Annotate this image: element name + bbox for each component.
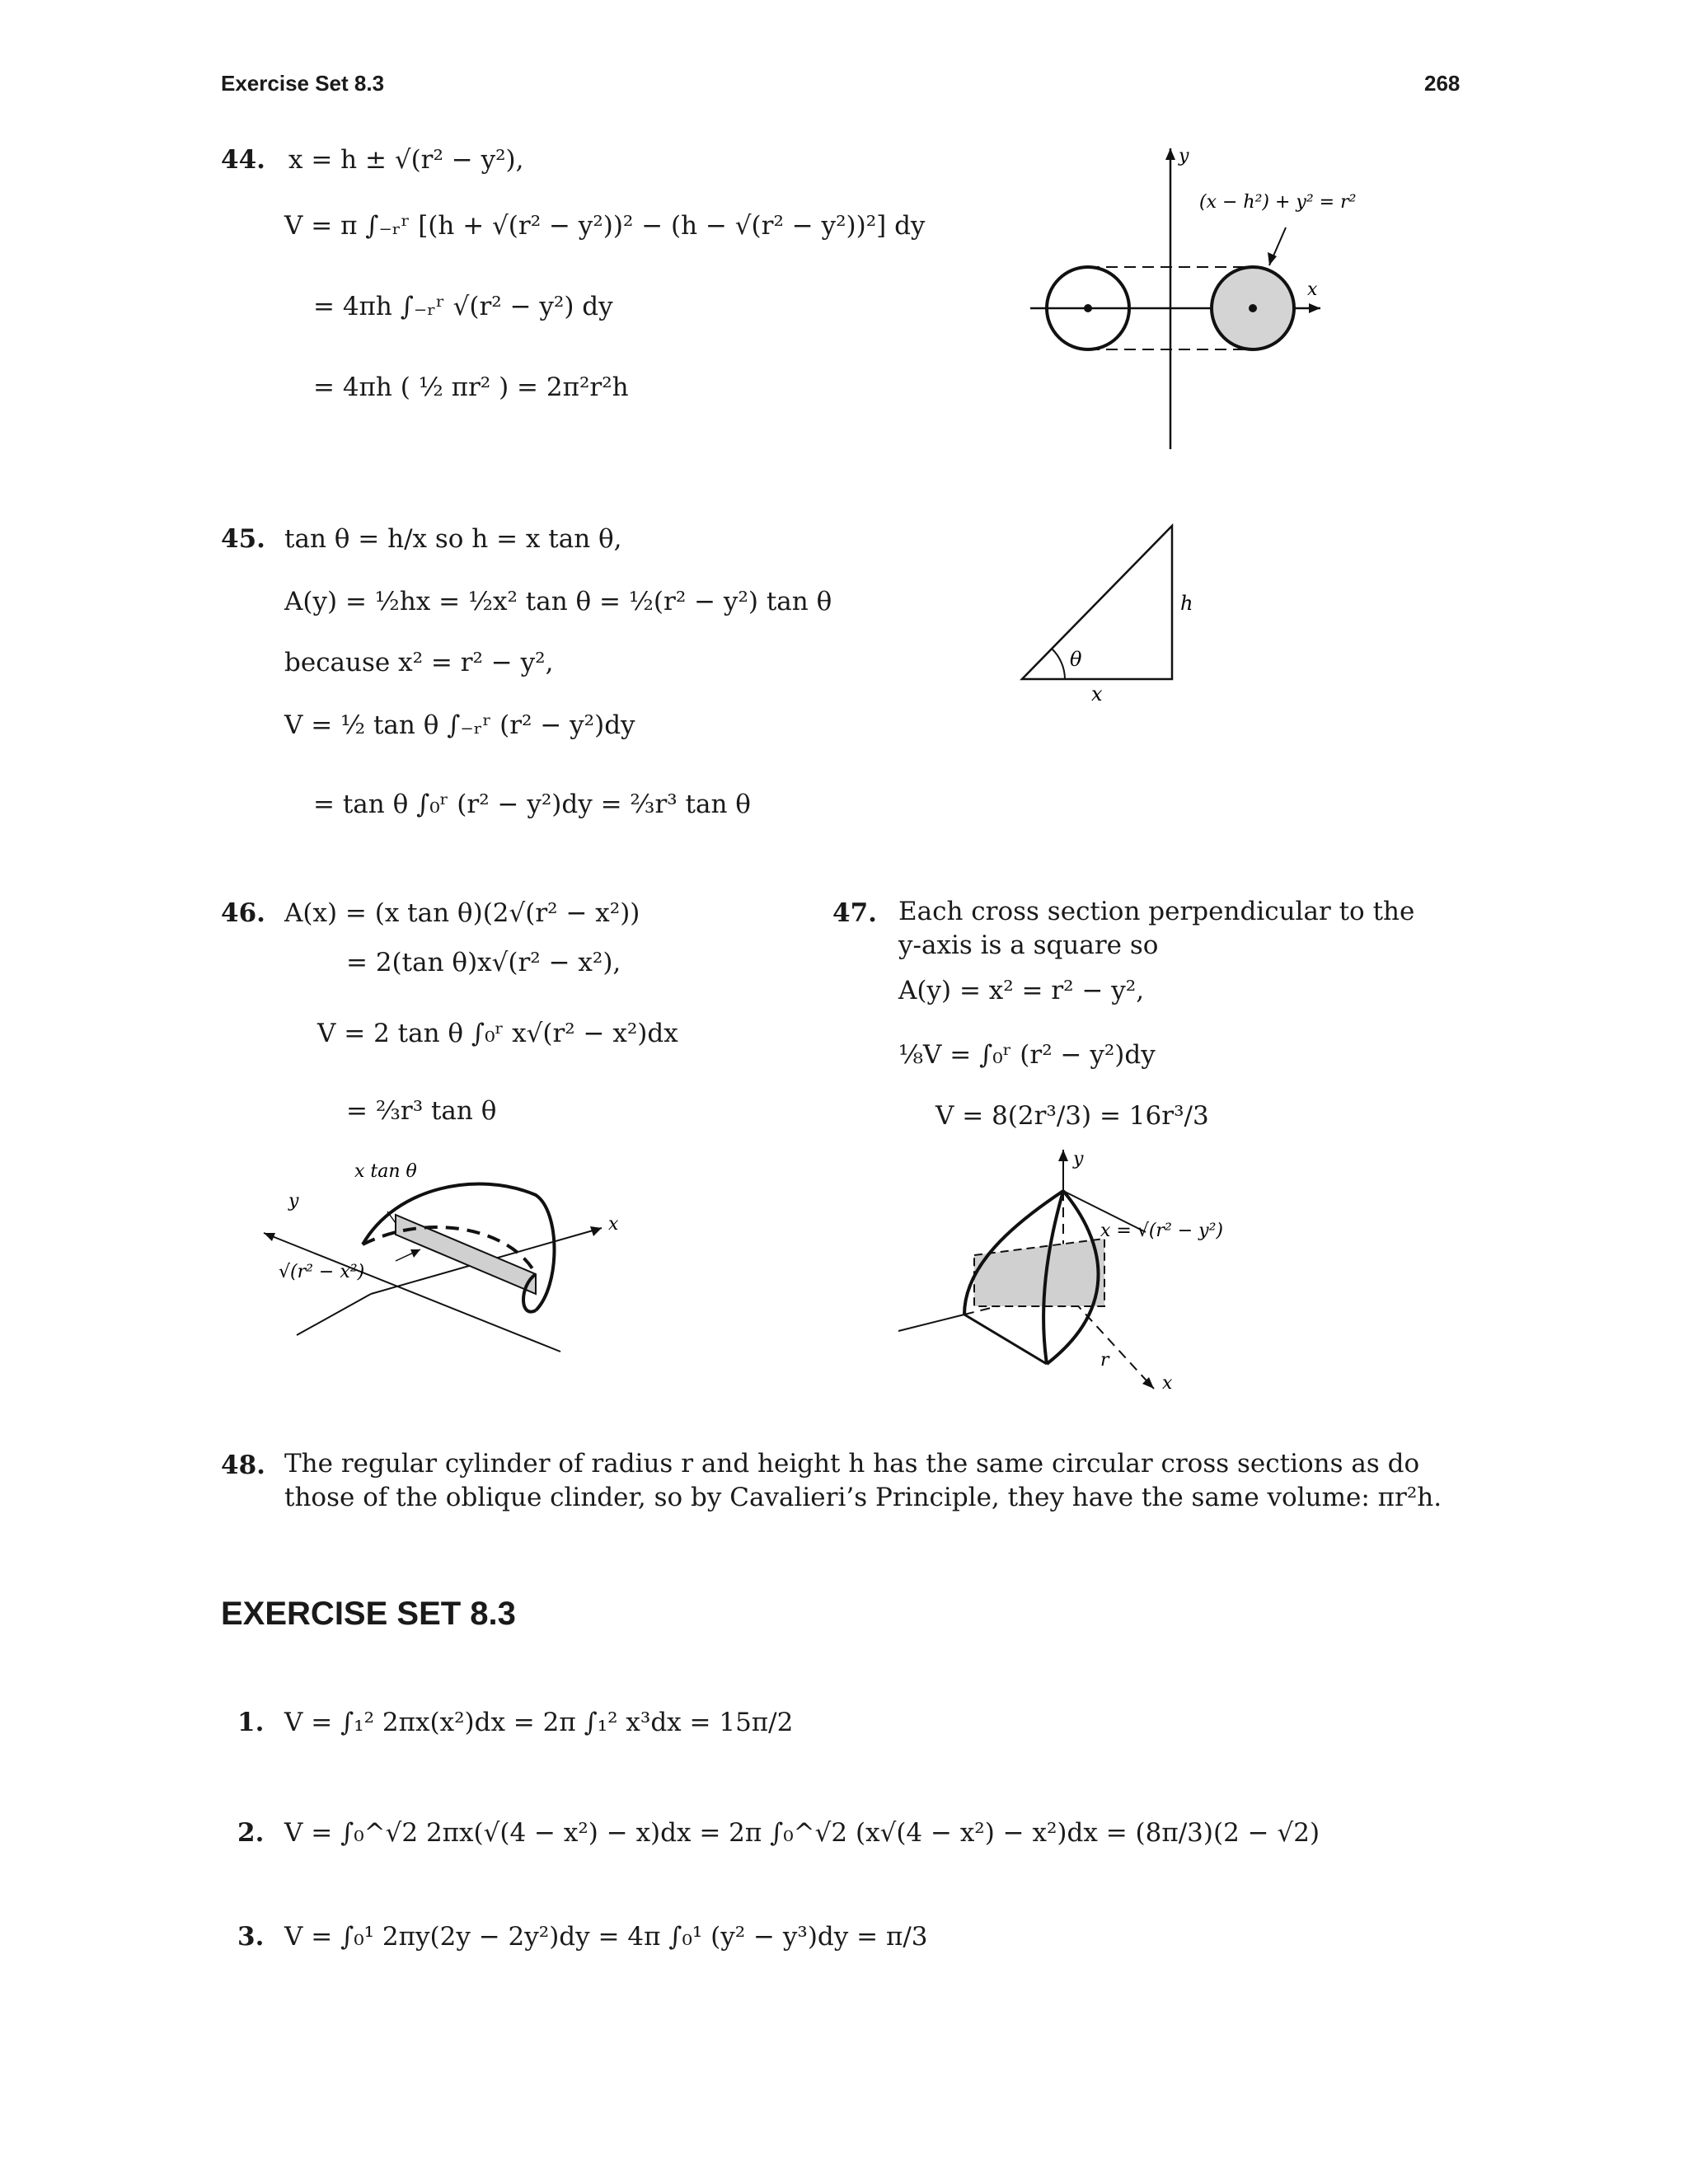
exercise-2-line: V = ∫₀^√2 2πx(√(4 − x²) − x)dx = 2π ∫₀^√2 (x√(4 − x²) − x²)dx = (8π/3)(2 − √2) [284,1818,1320,1848]
figure-44-equation: (x − h²) + y² = r² [1199,192,1357,213]
problem-44-line-4: = 4πh ( ½ πr² ) = 2π²r²h [313,373,629,402]
problem-44-line-2: V = π ∫₋ᵣʳ [(h + √(r² − y²))² − (h − √(r² − y²))²] dy [284,211,926,241]
problem-45-line-5: = tan θ ∫₀ʳ (r² − y²)dy = ⅔r³ tan θ [313,790,751,819]
figure-46-side-label: √(r² − x²) [279,1262,365,1282]
figure-46-x-label: x [608,1214,619,1235]
exercise-1-line: V = ∫₁² 2πx(x²)dx = 2π ∫₁² x³dx = 15π/2 [284,1708,794,1737]
problem-45-number: 45. [221,524,265,554]
figure-47-curve-label: x = √(r² − y²) [1100,1221,1224,1241]
exercise-2-number: 2. [237,1818,265,1848]
problem-48-text: The regular cylinder of radius r and height h has the same circular cross sections as do those of the oblique clinder, so by Cavalieri’s Principle, they have the same volume: πr²h. [284,1449,1442,1512]
problem-45-line-4: V = ½ tan θ ∫₋ᵣʳ (r² − y²)dy [284,710,635,740]
exercise-3-line: V = ∫₀¹ 2πy(2y − 2y²)dy = 4π ∫₀¹ (y² − y³)dy = π/3 [284,1922,928,1952]
problem-48-number: 48. [221,1451,265,1480]
figure-47-x-label: x [1162,1373,1173,1394]
figure-45-height-label: h [1180,592,1193,615]
figure-47-y-label: y [1073,1149,1084,1169]
figure-46-top-label: x tan θ [354,1161,417,1182]
problem-46-number: 46. [221,898,265,928]
problem-47-line-3: V = 8(2r³/3) = 16r³/3 [935,1101,1209,1131]
running-title: Exercise Set 8.3 [221,71,385,96]
figure-45-base-label: x [1091,682,1103,705]
figure-47-quarter-solid [898,1150,1245,1397]
problem-47-line-2: ⅛V = ∫₀ʳ (r² − y²)dy [898,1040,1156,1070]
problem-46-line-3: V = 2 tan θ ∫₀ʳ x√(r² − x²)dx [317,1019,678,1048]
figure-46-y-label: y [288,1191,299,1212]
section-title: EXERCISE SET 8.3 [221,1596,516,1632]
problem-47-line-1: A(y) = x² = r² − y², [898,976,1145,1005]
figure-46-wedge [264,1154,643,1368]
problem-44-line-3: = 4πh ∫₋ᵣʳ √(r² − y²) dy [313,292,613,321]
problem-47-number: 47. [832,898,877,928]
figure-44-x-label: x [1307,279,1318,300]
problem-46-line-1: A(x) = (x tan θ)(2√(r² − x²)) [284,898,640,928]
page-number: 268 [1424,71,1461,96]
problem-46-line-2: = 2(tan θ)x√(r² − x²), [346,948,621,977]
exercise-3-number: 3. [237,1922,265,1952]
problem-44-number: 44. [221,145,265,175]
figure-44-y-label: y [1179,146,1189,166]
problem-44-line-1: x = h ± √(r² − y²), [288,145,524,175]
problem-47-text-line-1: Each cross section perpendicular to the [898,897,1415,926]
problem-46-line-4: = ⅔r³ tan θ [346,1096,497,1126]
problem-47-text-line-2: y-axis is a square so [898,930,1159,960]
problem-45-line-3: because x² = r² − y², [284,648,554,677]
figure-45-triangle [1022,524,1220,705]
exercise-1-number: 1. [237,1708,265,1737]
problem-45-line-2: A(y) = ½hx = ½x² tan θ = ½(r² − y²) tan θ [284,587,832,616]
figure-45-angle-label: θ [1070,648,1082,671]
problem-45-line-1: tan θ = h/x so h = x tan θ, [284,524,622,554]
figure-44-two-circles [1030,148,1360,462]
figure-47-r-label: r [1100,1350,1109,1371]
